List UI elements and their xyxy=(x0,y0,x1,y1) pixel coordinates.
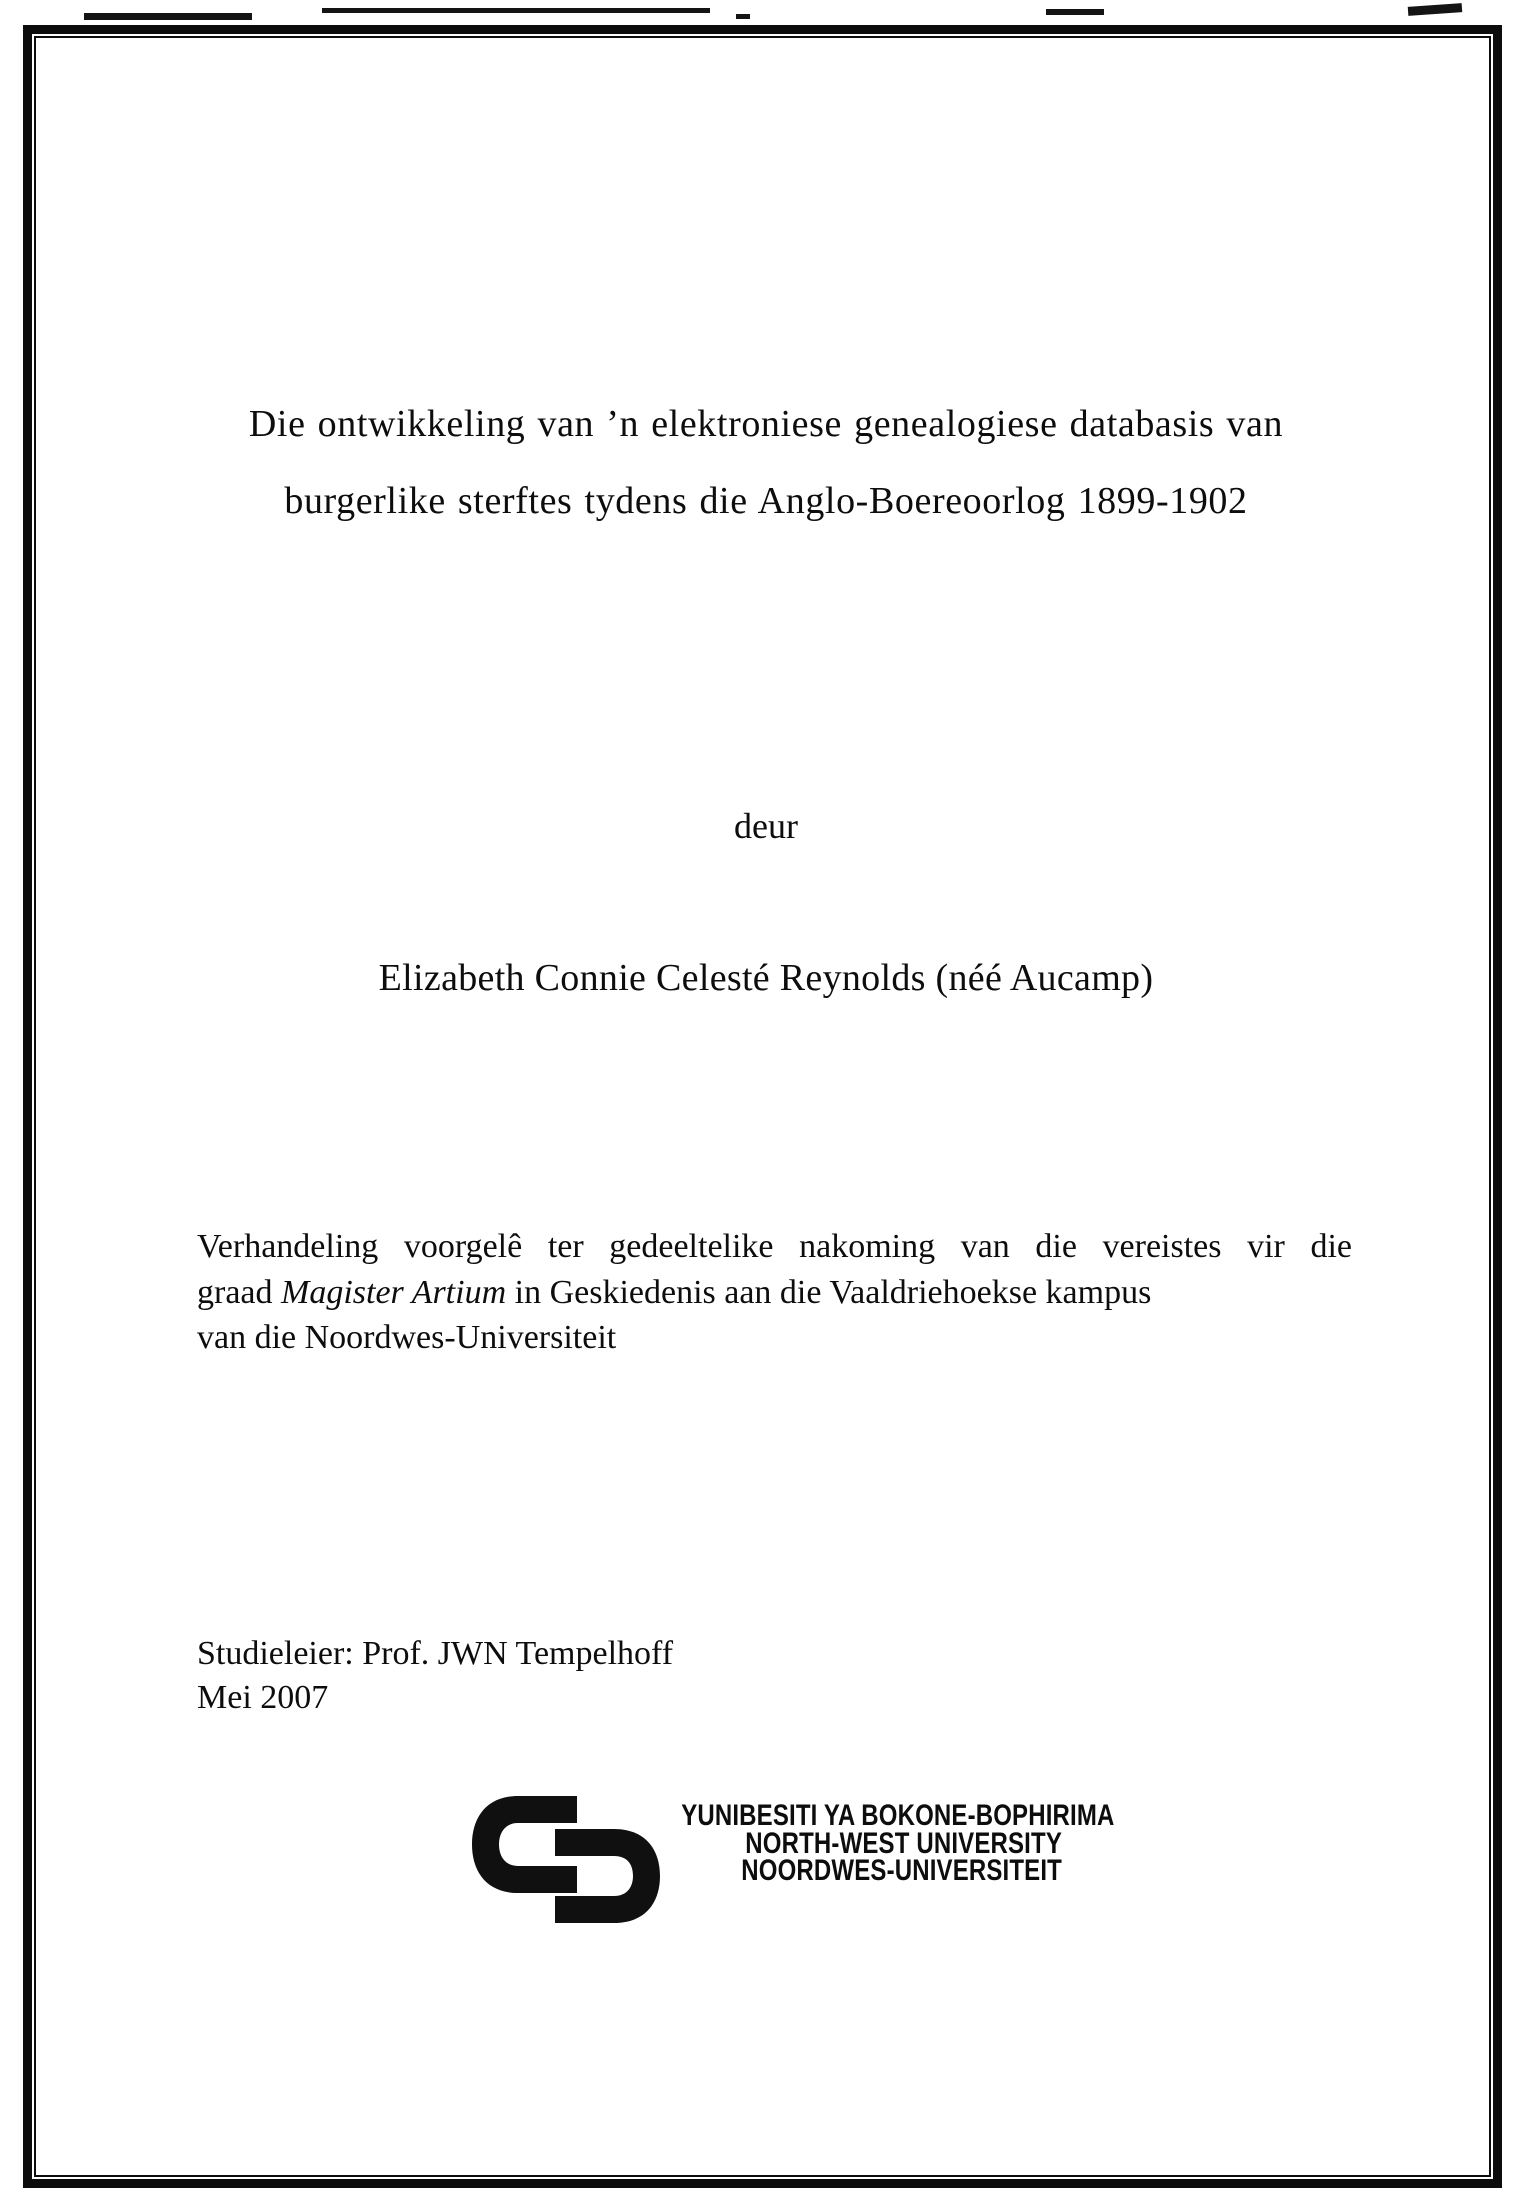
degree-statement xyxy=(197,1224,1352,1361)
nwu-chain-links-logo-icon xyxy=(472,1796,660,1923)
scan-artifact xyxy=(1046,9,1104,15)
degree-statement-line-3: van die Noordwes-Universiteit xyxy=(197,1319,617,1356)
date-line: Mei 2007 xyxy=(197,1679,329,1716)
logo-line-setswana: YUNIBESITI YA BOKONE-BOPHIRIMA xyxy=(681,1799,1115,1832)
degree-statement-line-1: Verhandeling voorgelê ter gedeeltelike nakoming van die vereistes vir die xyxy=(197,1228,1352,1265)
scan-artifact xyxy=(1408,3,1462,16)
degree-statement-line-2-suffix: in Geskiedenis aan die Vaaldriehoekse kampus xyxy=(506,1273,1152,1311)
scan-artifact xyxy=(736,14,750,19)
byline-label: deur xyxy=(734,806,798,846)
thesis-title-line-1: Die ontwikkeling van ’n elektroniese genealogiese databasis van xyxy=(248,403,1284,445)
logo-line-english: NORTH-WEST UNIVERSITY xyxy=(745,1826,1062,1860)
author-name: Elizabeth Connie Celesté Reynolds (néé Aucamp) xyxy=(378,957,1154,999)
degree-name-italic: Magister Artium xyxy=(281,1273,507,1311)
supervisor-line: Studieleier: Prof. JWN Tempelhoff xyxy=(197,1635,674,1672)
scan-artifact xyxy=(322,8,710,13)
supervisor-block xyxy=(197,1632,673,1720)
thesis-title xyxy=(186,386,1346,540)
degree-statement-line-2 xyxy=(197,1270,1352,1316)
degree-statement-line-2-prefix: graad xyxy=(197,1273,282,1311)
scan-artifact xyxy=(84,13,252,20)
logo-line-afrikaans: NOORDWES-UNIVERSITEIT xyxy=(741,1854,1062,1887)
university-logo-wordmark xyxy=(681,1799,1115,1887)
thesis-title-line-2: burgerlike sterftes tydens die Anglo-Boereoorlog 1899-1902 xyxy=(284,480,1248,522)
